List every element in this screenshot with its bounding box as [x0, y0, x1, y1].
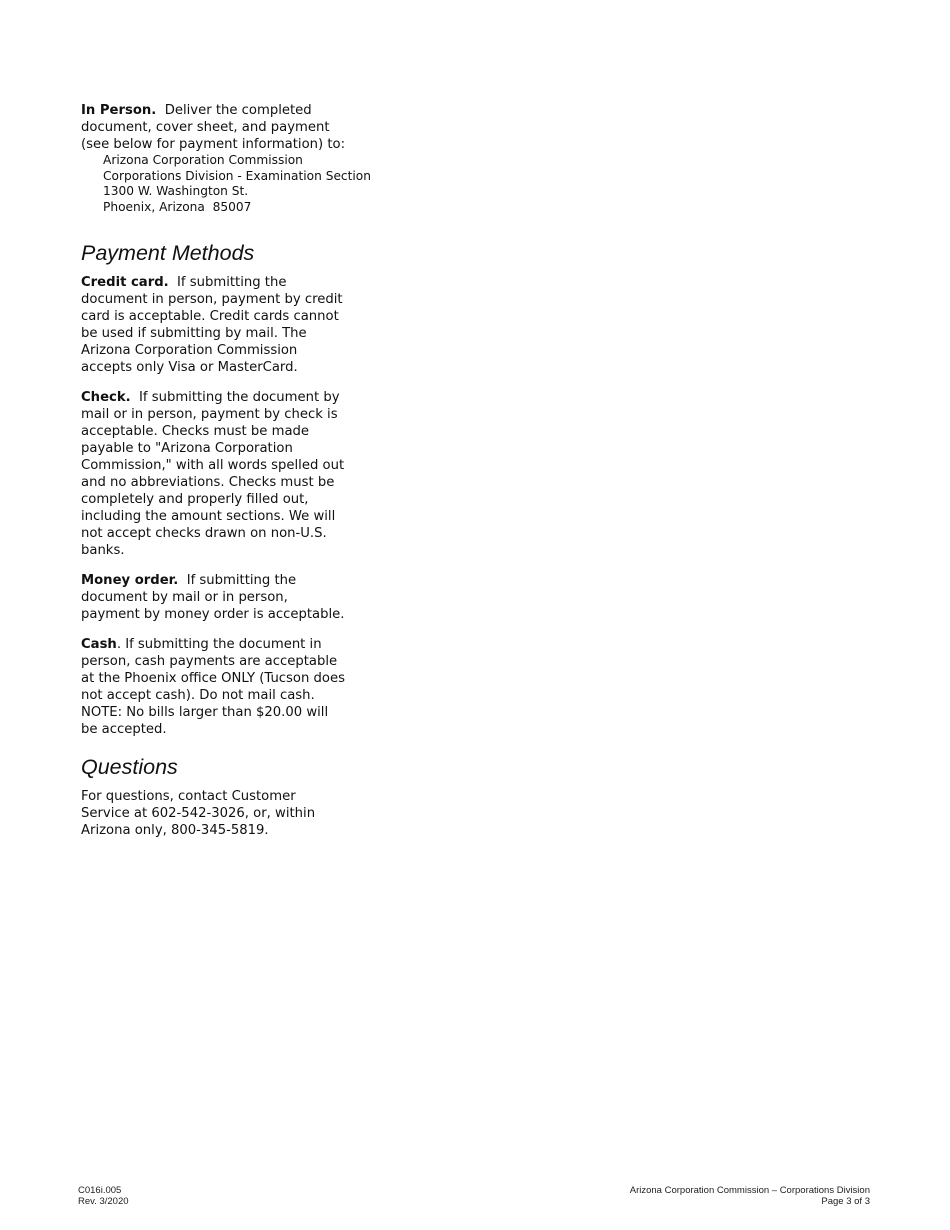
questions-heading: Questions [81, 755, 178, 779]
delivery-address [103, 153, 371, 215]
address-line: Corporations Division - Examination Section [103, 168, 371, 183]
check-paragraph [81, 389, 346, 559]
page-number: Page 3 of 3 [821, 1196, 870, 1207]
address-line: Arizona Corporation Commission [103, 153, 303, 167]
cash-paragraph [81, 636, 346, 738]
credit-card-text: If submitting the document in person, payment by credit card is acceptable. Credit cards cannot be used if submitting by mail. The Arizona Corporation Commission accepts only Visa or MasterCard. [81, 275, 343, 375]
money-order-label: Money order. [81, 573, 179, 588]
address-line: 1300 W. Washington St. [103, 184, 249, 198]
address-line: Phoenix, Arizona 85007 [103, 199, 252, 214]
in-person-paragraph [81, 102, 346, 153]
money-order-text: If submitting the document by mail or in person, payment by money order is acceptable. [81, 573, 345, 622]
revision-date: Rev. 3/2020 [78, 1196, 129, 1207]
agency-name: Arizona Corporation Commission – Corporations Division [629, 1185, 870, 1196]
cash-label: Cash [81, 637, 117, 652]
payment-methods-heading: Payment Methods [81, 241, 255, 265]
credit-card-paragraph [81, 274, 346, 376]
footer-right [630, 1185, 870, 1207]
cash-text: . If submitting the document in person, cash payments are acceptable at the Phoenix office ONLY (Tucson does not accept cash). Do not mail cash. NOTE: No bills larger than $20.00 will be accepted. [81, 637, 345, 737]
footer-left [78, 1185, 129, 1207]
check-label: Check. [81, 390, 131, 405]
money-order-paragraph [81, 572, 346, 623]
form-code: C016i.005 [78, 1185, 122, 1196]
instructions-column [81, 102, 371, 839]
check-text: If submitting the document by mail or in person, payment by check is acceptable. Checks must be made payable to "Arizona Corporation Commission," with all words spelled out and no abbreviations. Checks must be completely and properly filled out, including the amount sections. We will not accept checks drawn on non-U.S. banks. [81, 390, 345, 558]
in-person-text: Deliver the completed document, cover sheet, and payment (see below for payment information) to: [81, 103, 346, 152]
in-person-label: In Person. [81, 103, 157, 118]
questions-text: For questions, contact Customer Service at 602-542-3026, or, within Arizona only, 800-345-5819. [81, 789, 316, 838]
credit-card-label: Credit card. [81, 275, 169, 290]
